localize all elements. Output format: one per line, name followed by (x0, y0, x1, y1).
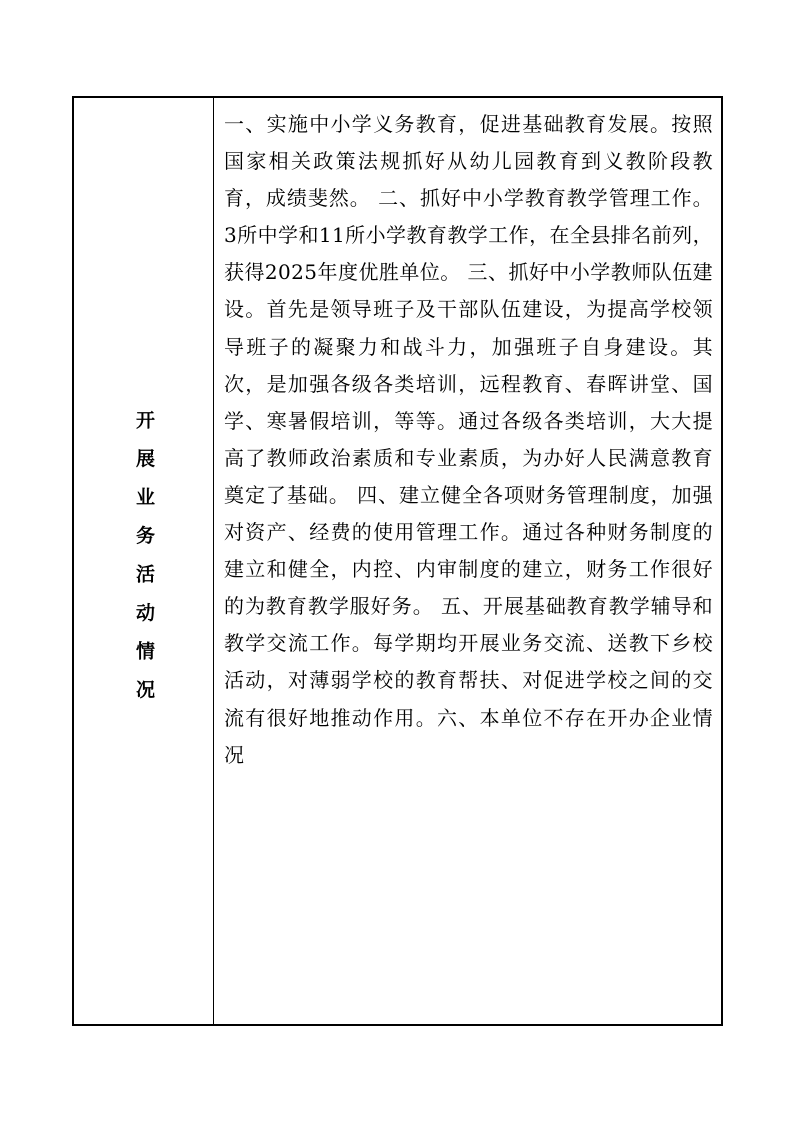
content-cell (214, 98, 721, 1024)
activity-report-table (72, 96, 723, 1026)
activity-description: 一、实施中小学义务教育，促进基础教育发展。按照国家相关政策法规抓好从幼儿园教育到义教阶段教育，成绩斐然。 二、抓好中小学教育教学管理工作。3所中学和11所小学教育教学工作，在全县排名前列，获得2025年度优胜单位。 三、抓好中小学教师队伍建设。首先是领导班子及干部队伍建设，为提高学校领导班子的凝聚力和战斗力，加强班子自身建设。其次，是加强各级各类培训，远程教育、春晖讲堂、国学、寒暑假培训，等等。通过各级各类培训，大大提高了教师政治素质和专业素质，为办好人民满意教育奠定了基础。 四、建立健全各项财务管理制度，加强对资产、经费的使用管理工作。通过各种财务制度的建立和健全，内控、内审制度的建立，财务工作很好的为教育教学服好务。 五、开展基础教育教学辅导和教学交流工作。每学期均开展业务交流、送教下乡校活动，对薄弱学校的教育帮扶、对促进学校之间的交流有很好地推动作用。六、本单位不存在开办企业情况 (224, 112, 713, 767)
row-label: 开展业务活动情况 (133, 410, 155, 718)
row-label-cell (74, 98, 214, 1024)
